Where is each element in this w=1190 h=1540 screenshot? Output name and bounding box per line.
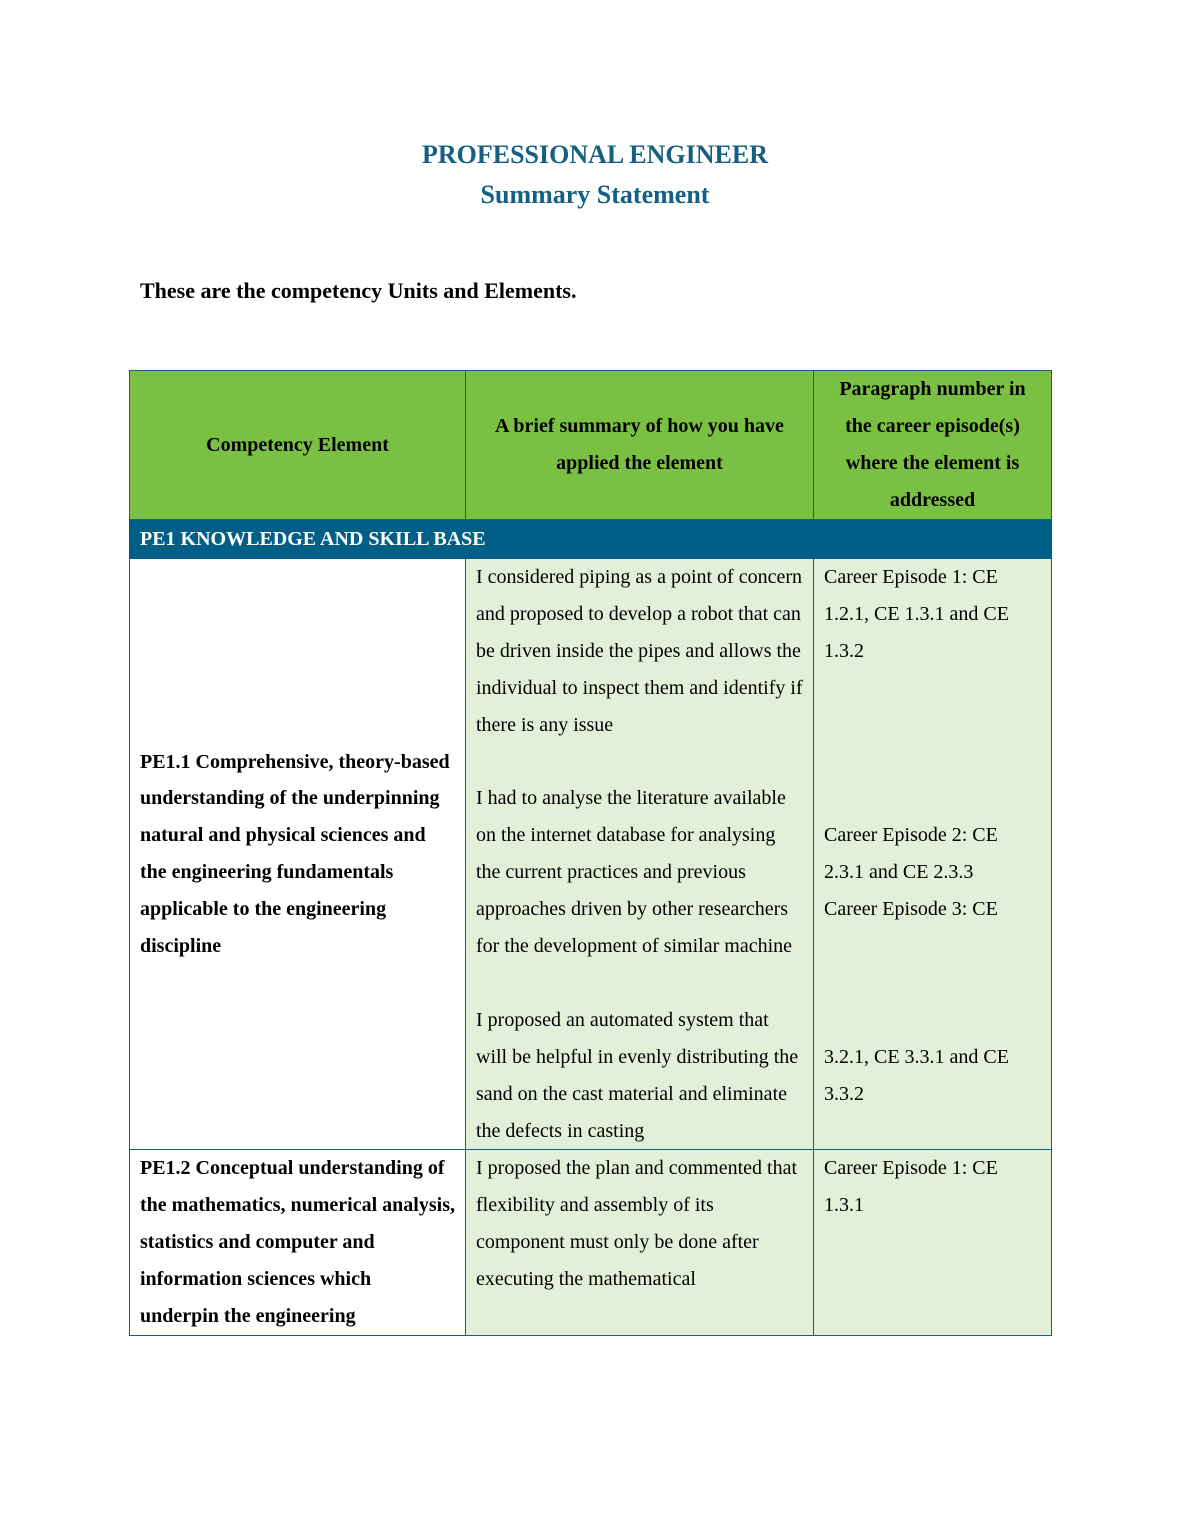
summary-paragraph: I had to analyse the literature available on the internet database for analysing the current practices and previous approaches driven by other researchers for the development of similar machine [476, 787, 793, 958]
reference-cell [814, 559, 1052, 1150]
page-subtitle: Summary Statement [480, 180, 710, 209]
summary-paragraph: I proposed an automated system that will be helpful in evenly distributing the sand on the cast material and eliminate the defects in casting [476, 1008, 799, 1142]
summary-paragraph: I considered piping as a point of concern and proposed to develop a robot that can be driven inside the pipes and allows the individual to inspect them and identify if there is any issue [476, 566, 803, 736]
summary-paragraph: I proposed the plan and commented that flexibility and assembly of its component must only be done after executing the mathematical [476, 1157, 798, 1291]
section-row [130, 520, 1052, 559]
summary-cell [466, 559, 814, 1150]
table-row [130, 559, 1052, 1150]
reference-text: Career Episode 1: CE 1.2.1, CE 1.3.1 and CE 1.3.2 [824, 566, 1009, 662]
header-competency-element: Competency Element [130, 371, 466, 520]
section-title: PE1 KNOWLEDGE AND SKILL BASE [130, 520, 1052, 559]
summary-cell [466, 1150, 814, 1336]
competency-table [129, 370, 1052, 1336]
competency-element-cell: PE1.2 Conceptual understanding of the mathematics, numerical analysis, statistics and computer and information sciences which underpin the engineering [130, 1150, 466, 1336]
reference-text: Career Episode 1: CE 1.3.1 [824, 1157, 998, 1217]
table-header-row [130, 371, 1052, 520]
reference-text: Career Episode 3: CE [824, 898, 998, 921]
page-title: PROFESSIONAL ENGINEER [421, 140, 769, 169]
intro-text: These are the competency Units and Elements. [140, 278, 577, 303]
header-summary: A brief summary of how you have applied the element [466, 371, 814, 520]
reference-cell [814, 1150, 1052, 1336]
table-row [130, 1150, 1052, 1336]
header-paragraph-number: Paragraph number in the career episode(s) where the element is addressed [814, 371, 1052, 520]
reference-text: Career Episode 2: CE 2.3.1 and CE 2.3.3 [824, 824, 998, 884]
reference-text: 3.2.1, CE 3.3.1 and CE 3.3.2 [824, 1045, 1009, 1105]
competency-element-cell: PE1.1 Comprehensive, theory-based understanding of the underpinning natural and physical sciences and the engineering fundamentals applicable to the engineering discipline [130, 559, 466, 1150]
